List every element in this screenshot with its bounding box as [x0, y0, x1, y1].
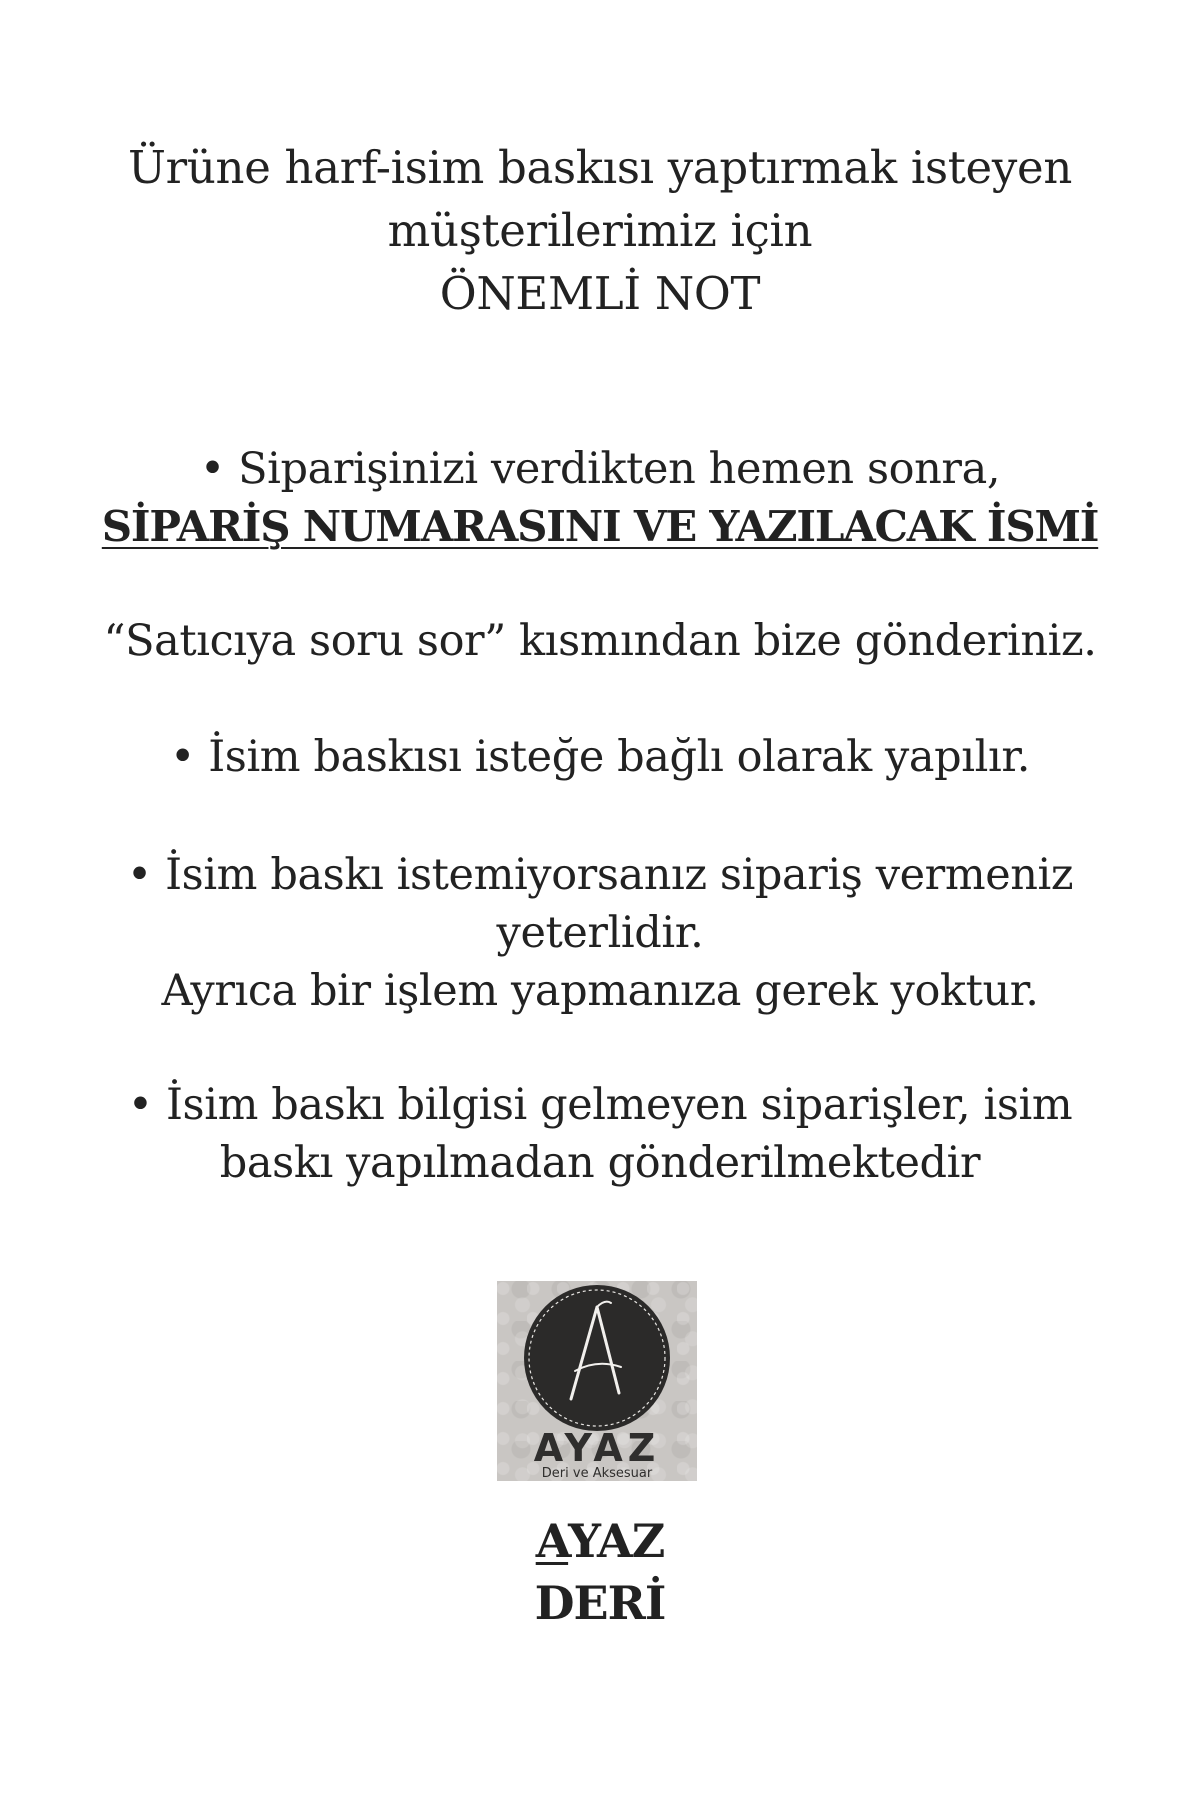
heading-line-2: müşterilerimiz için	[387, 204, 813, 257]
note-item-4-line-2: baskı yapılmadan gönderilmektedir	[219, 1138, 981, 1188]
note-item-1-line-3: “Satıcıya soru sor” kısmından bize gönderiniz.	[103, 616, 1097, 666]
logo-graphic	[497, 1281, 697, 1481]
note-item-3-line-2: yeterlidir.	[496, 908, 704, 958]
note-item-3-line-1: • İsim baskı istemiyorsanız sipariş vermeniz	[126, 850, 1074, 900]
note-item-send-instructions	[0, 612, 1200, 670]
notice-heading	[0, 136, 1200, 325]
note-item-4-line-1: • İsim baskı bilgisi gelmeyen siparişler, isim	[127, 1080, 1073, 1130]
note-item-no-print	[0, 846, 1200, 1020]
logo-tagline: Deri ve Aksesuar	[541, 1466, 653, 1481]
brand-rest: YAZ	[568, 1514, 665, 1568]
note-item-2: • İsim baskısı isteğe bağlı olarak yapılır.	[169, 732, 1031, 782]
note-item-order-number	[0, 440, 1200, 556]
note-item-3-line-3: Ayrıca bir işlem yapmanıza gerek yoktur.	[161, 966, 1039, 1016]
note-item-optional-print	[0, 728, 1200, 786]
brand-first-letter: A	[535, 1514, 569, 1568]
heading-line-3: ÖNEMLİ NOT	[439, 267, 761, 320]
note-item-missing-info	[0, 1076, 1200, 1192]
brand-line-2: DERİ	[534, 1576, 666, 1630]
ayaz-logo	[497, 1281, 697, 1481]
logo-name: AYAZ	[533, 1426, 661, 1470]
note-item-1-line-1: • Siparişinizi verdikten hemen sonra,	[199, 444, 1001, 494]
heading-line-1: Ürüne harf-isim baskısı yaptırmak isteyen	[128, 141, 1072, 194]
brand-name	[0, 1510, 1200, 1634]
note-item-1-emphasis: SİPARİŞ NUMARASINI VE YAZILACAK İSMİ	[101, 502, 1099, 551]
